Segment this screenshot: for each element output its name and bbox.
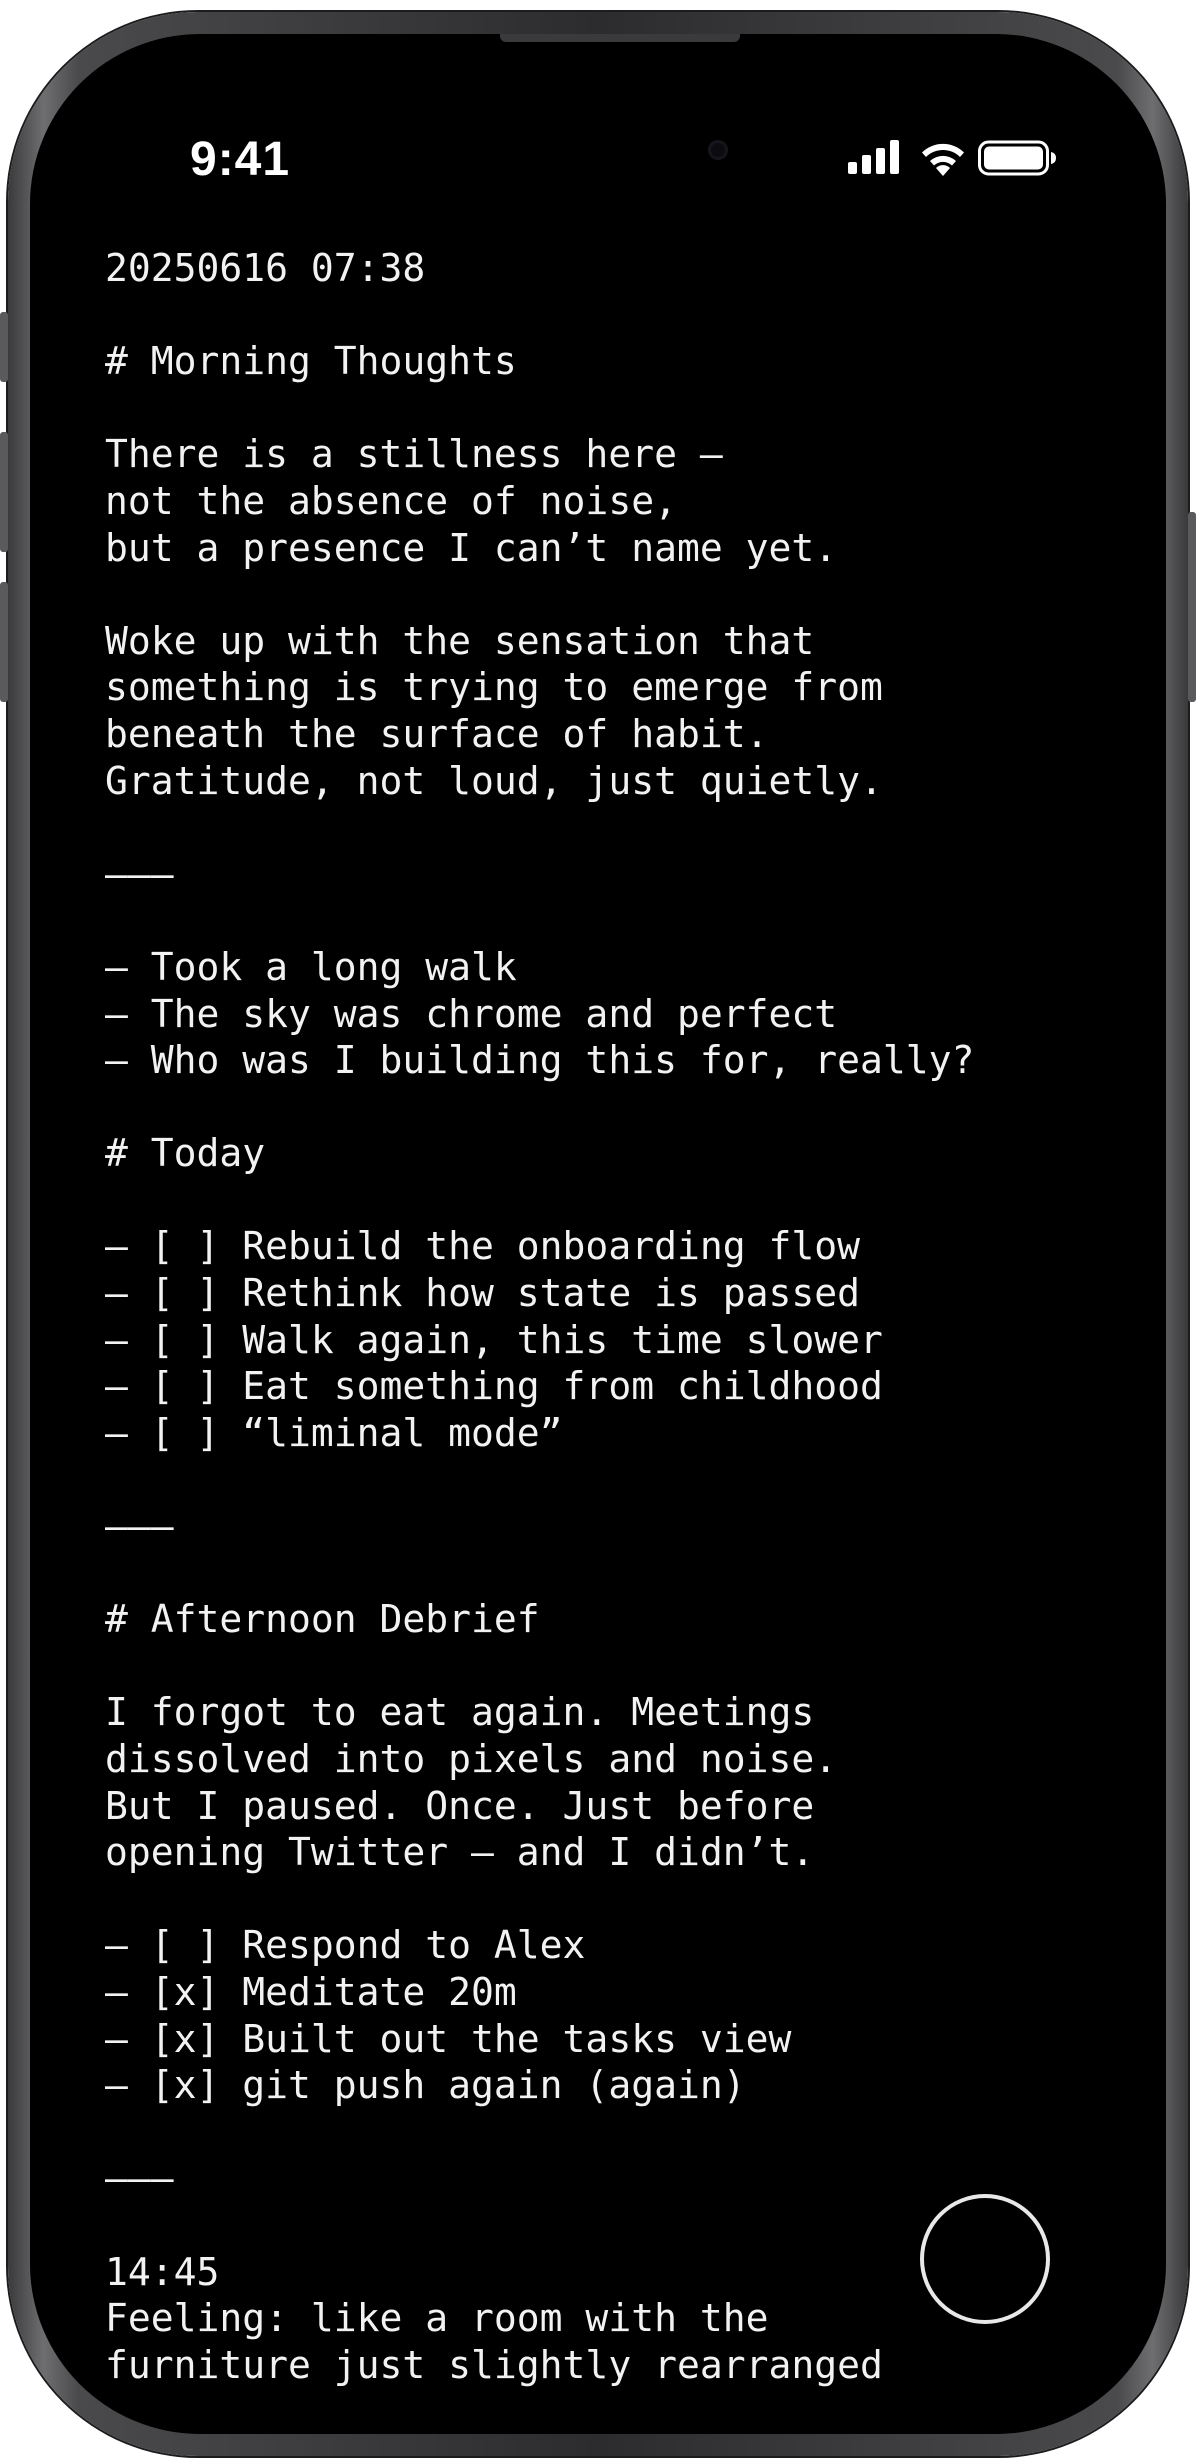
- journal-line: [105, 1456, 1095, 1503]
- journal-line: ———: [105, 2156, 174, 2201]
- journal-line: [105, 804, 1095, 851]
- journal-line: — The sky was chrome and perfect: [105, 991, 838, 1036]
- journal-line: [105, 1084, 1095, 1131]
- status-time: 9:41: [190, 133, 291, 186]
- journal-line: ———: [105, 1504, 174, 1549]
- journal-line: [105, 571, 1095, 618]
- journal-line: ———: [105, 851, 174, 896]
- signal-icon: [848, 140, 902, 174]
- journal-line: # Afternoon Debrief: [105, 1597, 540, 1642]
- journal-line: [105, 1876, 1095, 1923]
- journal-line: 20250616 07:38: [105, 246, 426, 290]
- journal-line: furniture just slightly rearranged: [105, 2342, 883, 2387]
- status-bar: [30, 34, 1166, 184]
- journal-line: [105, 897, 1095, 944]
- journal-line: not the absence of noise,: [105, 478, 677, 523]
- journal-line: but a presence I can’t name yet.: [105, 525, 838, 570]
- volume-down-button: [0, 582, 8, 702]
- journal-line: — [x] Meditate 20m: [105, 1969, 517, 2014]
- journal-editor[interactable]: [105, 245, 1095, 2388]
- power-button: [1188, 512, 1196, 702]
- journal-line: — [ ] Respond to Alex: [105, 1923, 586, 1968]
- journal-line: beneath the surface of habit.: [105, 711, 769, 756]
- battery-icon: [978, 140, 1058, 176]
- journal-line: — [x] git push again (again): [105, 2063, 746, 2108]
- journal-line: [105, 1550, 1095, 1597]
- journal-line: — Who was I building this for, really?: [105, 1038, 975, 1083]
- journal-line: something is trying to emerge from: [105, 665, 883, 710]
- journal-line: # Today: [105, 1131, 266, 1176]
- record-button[interactable]: [920, 2194, 1050, 2324]
- journal-line: — [ ] Walk again, this time slower: [105, 1317, 883, 1362]
- wifi-icon: [918, 140, 968, 176]
- journal-line: [105, 1177, 1095, 1224]
- journal-line: 14:45: [105, 2249, 220, 2294]
- journal-line: There is a stillness here —: [105, 432, 723, 477]
- journal-line: # Morning Thoughts: [105, 339, 517, 384]
- journal-line: [105, 292, 1095, 339]
- journal-line: Gratitude, not loud, just quietly.: [105, 758, 883, 803]
- action-button: [0, 312, 8, 382]
- journal-line: Feeling: like a room with the: [105, 2296, 769, 2341]
- journal-line: dissolved into pixels and noise.: [105, 1737, 838, 1781]
- journal-line: — [ ] Rebuild the onboarding flow: [105, 1224, 860, 1269]
- journal-line: — [ ] Rethink how state is passed: [105, 1271, 860, 1316]
- journal-line: But I paused. Once. Just before: [105, 1783, 815, 1828]
- journal-line: — [ ] “liminal mode”: [105, 1410, 563, 1455]
- journal-line: [105, 1643, 1095, 1690]
- journal-line: — [x] Built out the tasks view: [105, 2016, 792, 2061]
- front-camera-icon: [708, 140, 728, 160]
- journal-line: [105, 2109, 1095, 2156]
- journal-line: — [ ] Eat something from childhood: [105, 1364, 883, 1409]
- journal-line: opening Twitter — and I didn’t.: [105, 1830, 815, 1875]
- journal-line: Woke up with the sensation that: [105, 618, 815, 663]
- journal-line: — Took a long walk: [105, 944, 517, 989]
- journal-line: [105, 385, 1095, 432]
- journal-line: I forgot to eat again. Meetings: [105, 1690, 815, 1735]
- volume-up-button: [0, 432, 8, 552]
